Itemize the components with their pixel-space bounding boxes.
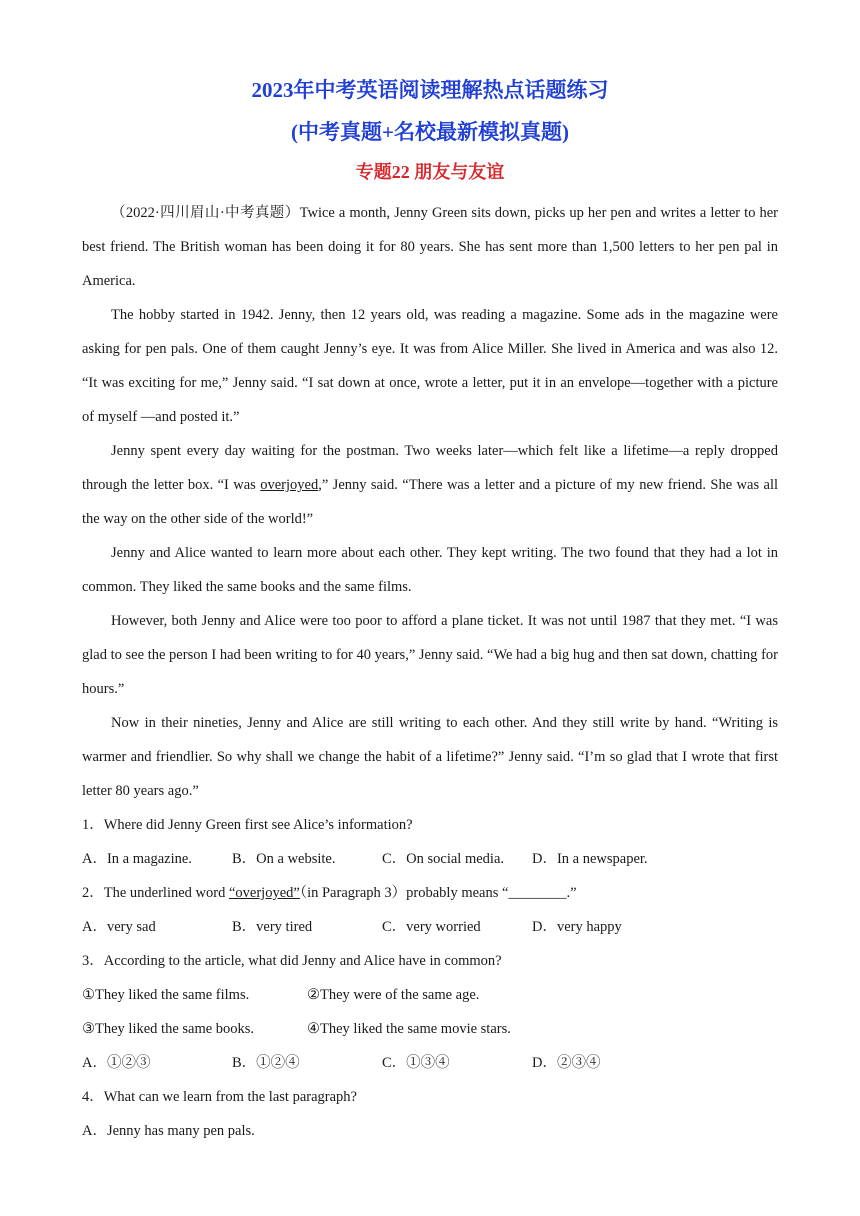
question-4: 4．What can we learn from the last paragraph? — [82, 1089, 357, 1105]
underlined-word: overjoyed — [260, 477, 319, 493]
question-2-underlined-word: “overjoyed” — [228, 885, 300, 901]
question-3: 3．According to the article, what did Jenny and Alice have in common? — [82, 953, 502, 969]
question-2-text-end: .” — [566, 885, 577, 901]
option-d: D．②③④ — [532, 1055, 601, 1071]
statement-item: ③They liked the same books. — [82, 1021, 255, 1037]
question-2-options — [82, 910, 778, 944]
option-c: C．On social media. — [382, 851, 505, 867]
question-2-text-start: 2．The underlined word — [82, 885, 229, 901]
statement-item: ①They liked the same films. — [82, 987, 250, 1003]
paragraph-1 — [82, 196, 778, 298]
option-c: C．very worried — [382, 919, 481, 935]
paragraph-3-text-end: ,” Jenny said. “There was a letter and a picture of my new friend. She was all the way on the other side of the world!” — [82, 477, 779, 527]
question-3-options — [82, 1046, 778, 1080]
option-a: A．very sad — [82, 919, 156, 935]
question-2-text-mid: （in Paragraph 3）probably means “ — [299, 885, 509, 901]
option-b: B．①②④ — [232, 1055, 300, 1071]
topic-heading: 专题22 朋友与友谊 — [355, 162, 505, 182]
document-body — [82, 196, 778, 1148]
question-3-items-row-2 — [82, 1012, 778, 1046]
document-title: 2023年中考英语阅读理解热点话题练习 — [251, 78, 609, 102]
question-1-options — [82, 842, 778, 876]
answer-blank: ________ — [508, 885, 567, 901]
paragraph-2: The hobby started in 1942. Jenny, then 12 years old, was reading a magazine. Some ads in the magazine were asking for pen pals. One of them caught Jenny’s eye. It was from Alice Miller. She lived in America and was also 12. “It was exciting for me,” Jenny said. “I sat down at once, wrote a letter, put it in an envelope—together with a picture of myself —and posted it.” — [82, 307, 778, 425]
option-b: B．very tired — [232, 919, 313, 935]
option-a: A．Jenny has many pen pals. — [82, 1123, 255, 1139]
paragraph-3 — [82, 434, 778, 536]
source-citation: （2022·四川眉山·中考真题） — [111, 205, 300, 221]
option-b: B．On a website. — [232, 851, 336, 867]
paragraph-1-text: Twice a month, Jenny Green sits down, picks up her pen and writes a letter to her best friend. The British woman has been doing it for 80 years. She has sent more than 1,500 letters to her pen pal in America. — [82, 205, 778, 289]
option-a: A．①②③ — [82, 1055, 151, 1071]
option-d: D．very happy — [532, 919, 622, 935]
question-1: 1．Where did Jenny Green first see Alice’s information? — [82, 817, 413, 833]
question-2 — [82, 876, 778, 910]
question-3-items-row-1 — [82, 978, 778, 1012]
paragraph-4: Jenny and Alice wanted to learn more about each other. They kept writing. The two found that they had a lot in common. They liked the same books and the same films. — [82, 545, 778, 595]
paragraph-6: Now in their nineties, Jenny and Alice are still writing to each other. And they still write by hand. “Writing is warmer and friendlier. So why shall we change the habit of a lifetime?” Jenny said. “I’m so glad that I wrote that first letter 80 years ago.” — [82, 715, 778, 799]
statement-item: ②They were of the same age. — [307, 987, 480, 1003]
paragraph-5: However, both Jenny and Alice were too poor to afford a plane ticket. It was not until 1987 that they met. “I was glad to see the person I had been writing to for 40 years,” Jenny said. “We had a big hug and then sat down, chatting for hours.” — [82, 613, 778, 697]
option-a: A．In a magazine. — [82, 851, 192, 867]
option-d: D．In a newspaper. — [532, 851, 648, 867]
paragraph-3-text-start: Jenny spent every day waiting for the postman. Two weeks later—which felt like a lifetime—a reply dropped through the letter box. “I was — [82, 443, 778, 493]
option-c: C．①③④ — [382, 1055, 450, 1071]
statement-item: ④They liked the same movie stars. — [307, 1021, 511, 1037]
document-title-subline: (中考真题+名校最新模拟真题) — [291, 120, 569, 144]
